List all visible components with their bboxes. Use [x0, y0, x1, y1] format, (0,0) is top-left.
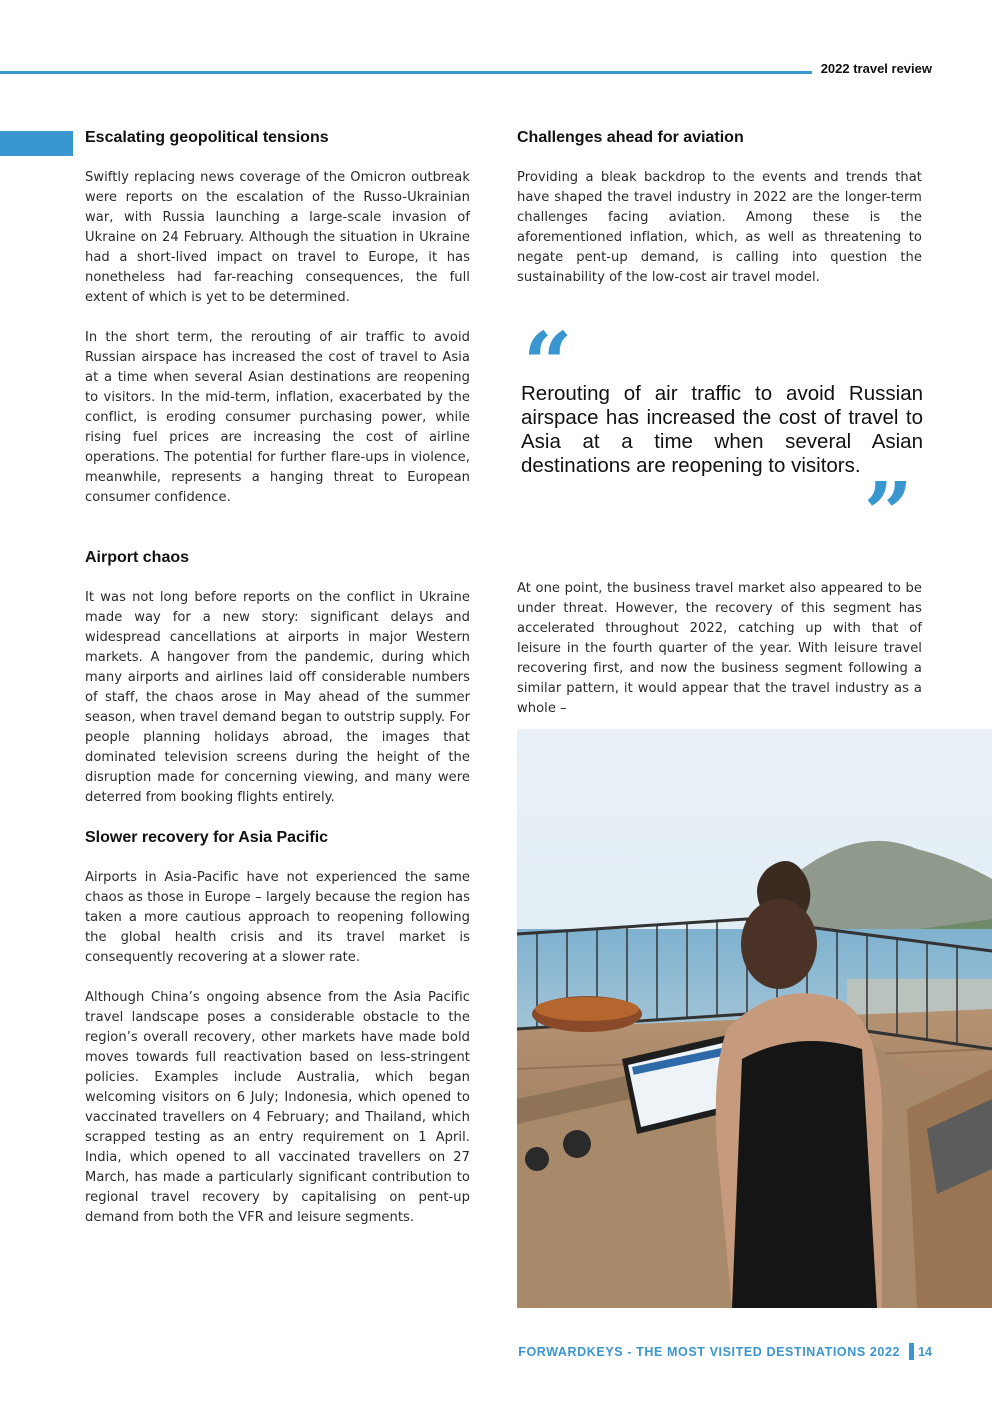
footer-title: FORWARDKEYS - THE MOST VISITED DESTINATIONS 2022 — [518, 1344, 901, 1359]
right-column — [517, 128, 922, 288]
paragraph: Providing a bleak backdrop to the events and trends that have shaped the travel industry in 2022 are the longer-term challenges facing aviation. Among these is the aforementioned inflation, which, as well as threatening to negate pent-up demand, is calling into question the sustainability of the low-cost air travel model. — [517, 170, 922, 285]
paragraph: Airports in Asia-Pacific have not experienced the same chaos as those in Europe – largely because the region has taken a more cautious approach to reopening following the global health crisis and its travel market is consequently recovering at a slower rate. — [85, 870, 470, 965]
photo-woman-laptop-balcony — [517, 729, 992, 1308]
page-footer — [518, 1343, 932, 1360]
paragraph: At one point, the business travel market also appeared to be under threat. However, the recovery of this segment has accelerated throughout 2022, catching up with that of leisure in the fourth quarter of the year. With leisure travel recovering first, and now the business segment following a similar pattern, it would appear that the travel industry as a whole – — [517, 581, 922, 716]
section-heading-asia-pacific: Slower recovery for Asia Pacific — [85, 829, 329, 846]
section-heading-aviation: Challenges ahead for aviation — [517, 129, 744, 146]
paragraph: It was not long before reports on the conflict in Ukraine made way for a new story: significant delays and widespread cancellations at airports in major Western markets. A hangover from the pandemic, during which many airports and airlines laid off considerable numbers of staff, the chaos arose in May ahead of the summer season, when travel demand began to outstrip supply. For people planning holidays abroad, the images that dominated television screens during the height of the disruption made for concerning viewing, and many were deterred from booking flights entirely. — [85, 590, 470, 805]
header-rule — [0, 71, 812, 74]
footer-divider — [909, 1343, 914, 1360]
paragraph: Although China’s ongoing absence from the Asia Pacific travel landscape poses a considerable obstacle to the region’s overall recovery, other markets have made bold moves towards full reactivation based on less-stringent policies. Examples include Australia, which began welcoming visitors on 6 July; Indonesia, which opened to vaccinated travellers on 4 February; and Thailand, which scrapped testing as an entry requirement on 1 April. India, which opened to all vaccinated travellers on 27 March, has made a particularly significant contribution to regional travel recovery by capitalising on pent-up demand from both the VFR and leisure segments. — [85, 990, 470, 1225]
section-heading-geopolitical: Escalating geopolitical tensions — [85, 129, 329, 146]
pull-quote — [517, 314, 927, 565]
left-column — [85, 128, 470, 1228]
section-heading-airport-chaos: Airport chaos — [85, 549, 190, 566]
right-column-continued — [517, 579, 922, 719]
pull-quote-text: Rerouting of air traffic to avoid Russian airspace has increased the cost of travel to Asia at a time when several Asian destinations are reopening to visitors. — [521, 382, 923, 477]
open-quote-icon: “ — [523, 314, 573, 415]
page-number: 14 — [918, 1344, 932, 1359]
page-header-title: 2022 travel review — [820, 61, 932, 76]
photo-illustration — [517, 729, 992, 1308]
section-tab-marker — [0, 131, 73, 156]
paragraph: Swiftly replacing news coverage of the Omicron outbreak were reports on the escalation of the Russo-Ukrainian war, with Russia launching a large-scale invasion of Ukraine on 24 February. Although the situation in Ukraine had a short-lived impact on travel to Europe, it has nonetheless had far-reaching consequences, the full extent of which is yet to be determined. — [85, 170, 470, 305]
close-quote-icon: ” — [863, 464, 913, 565]
paragraph: In the short term, the rerouting of air traffic to avoid Russian airspace has increased the cost of travel to Asia at a time when several Asian destinations are reopening to visitors. In the mid-term, inflation, exacerbated by the conflict, is eroding consumer purchasing power, while rising fuel prices are increasing the cost of airline operations. The potential for further flare-ups in violence, meanwhile, represents a hanging threat to European consumer confidence. — [85, 330, 470, 505]
